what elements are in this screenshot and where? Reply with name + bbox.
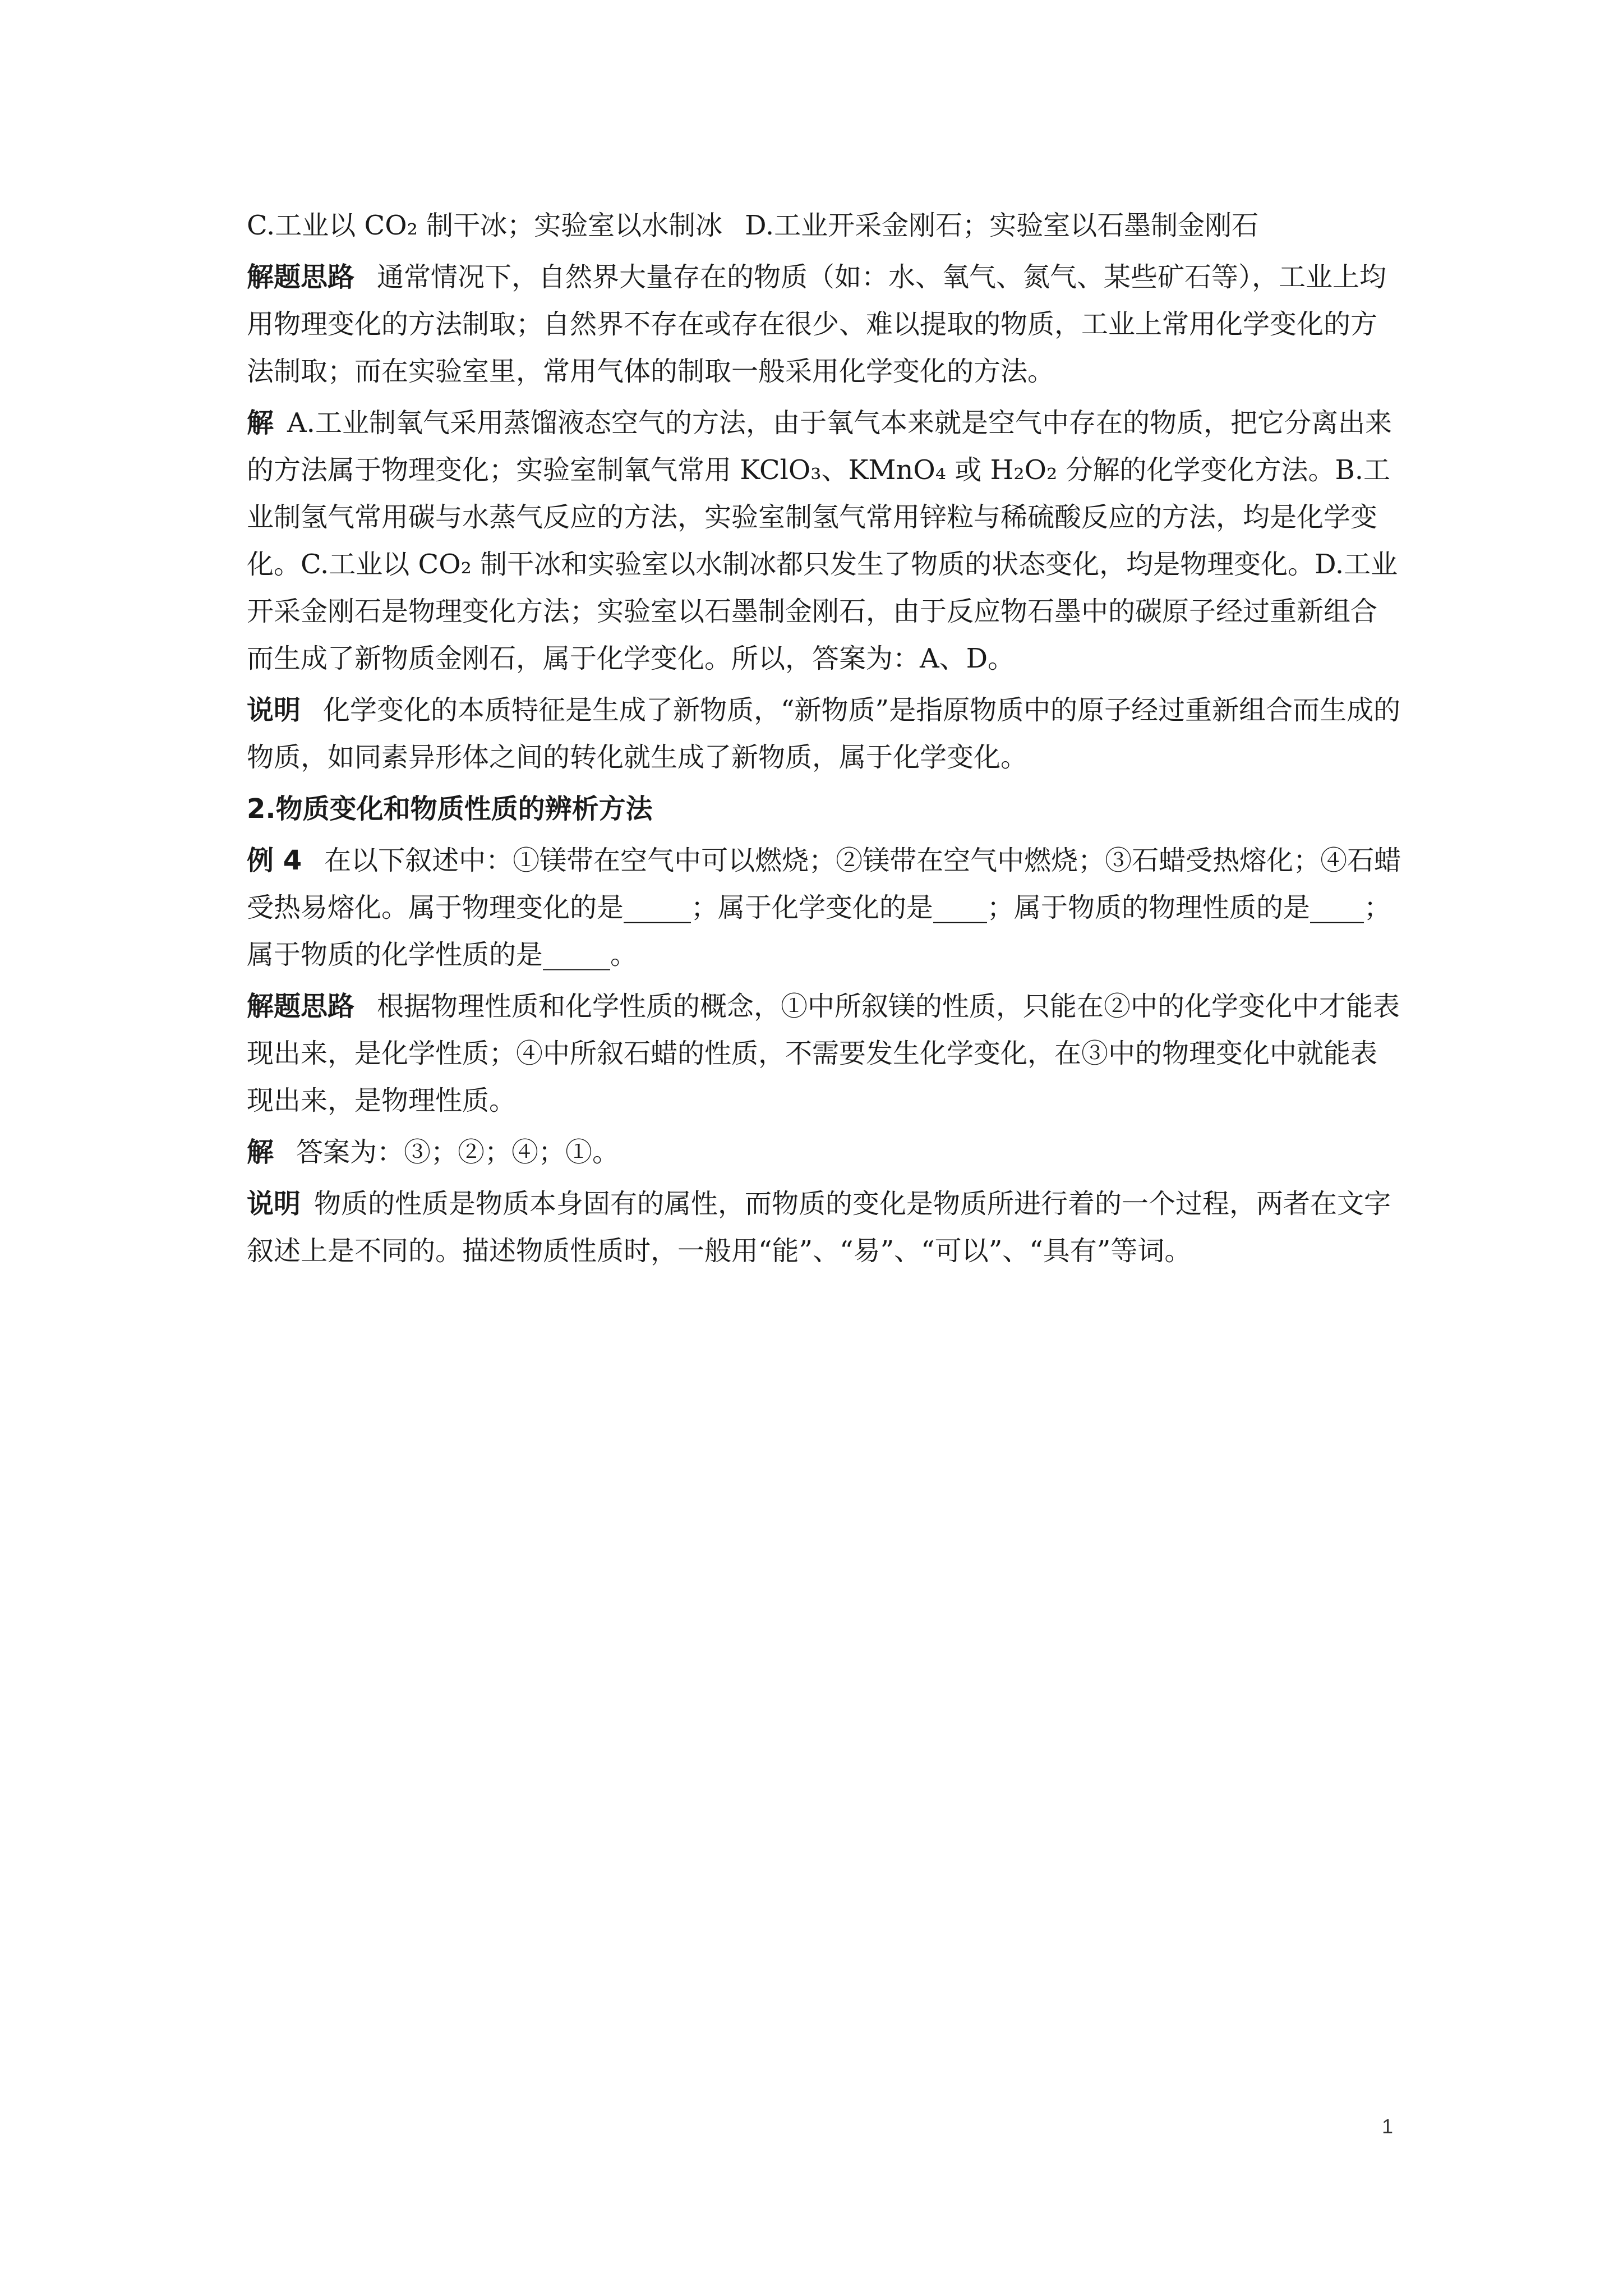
note-2-text: 物质的性质是物质本身固有的属性，而物质的变化是物质所进行着的一个过程，两者在文字叙述上是不同的。描述物质性质时，一般用“能”、“易”、“可以”、“具有”等词。	[247, 1188, 1391, 1267]
options-c-d-line	[247, 202, 1402, 249]
solution-text: A.工业制氧气采用蒸馏液态空气的方法，由于氧气本来就是空气中存在的物质，把它分离出来的方法属于物理变化；实验室制氧气常用 KClO₃、KMnO₄ 或 H₂O₂ 分解的化学变化方法。B.工业制氢气常用碳与水蒸气反应的方法，实验室制氢气常用锌粒与稀硫酸反应的方法，均是化学变化。C.工业以 CO₂ 制干冰和实验室以水制冰都只发生了物质的状态变化，均是物理变化。D.工业开采金刚石是物理变化方法；实验室以石墨制金刚石，由于反应物石墨中的碳原子经过重新组合而生成了新物质金刚石，属于化学变化。所以，答案为：A、D。	[247, 407, 1398, 674]
solution-2-paragraph	[247, 1129, 1402, 1176]
solution-approach-paragraph	[247, 254, 1402, 395]
option-d: D.工业开采金刚石；实验室以石墨制金刚石	[745, 210, 1259, 241]
solution-approach-2-paragraph	[247, 983, 1402, 1124]
solution-approach-2-text: 根据物理性质和化学性质的概念，①中所叙镁的性质，只能在②中的化学变化中才能表现出来，是化学性质；④中所叙石蜡的性质，不需要发生化学变化，在③中的物理变化中就能表现出来，是物理性质。	[247, 991, 1400, 1116]
solution-label: 解	[247, 407, 274, 439]
note-label: 说明	[247, 694, 301, 726]
example-4-paragraph	[247, 837, 1402, 978]
option-c: C.工业以 CO₂ 制干冰；实验室以水制冰	[247, 210, 723, 241]
note-2-paragraph	[247, 1180, 1402, 1274]
solution-2-text: 答案为：③；②；④；①。	[296, 1137, 620, 1168]
solution-2-label: 解	[247, 1137, 274, 1168]
example-4-text: 在以下叙述中：①镁带在空气中可以燃烧；②镁带在空气中燃烧；③石蜡受热熔化；④石蜡受热易熔化。属于物理变化的是_____；属于化学变化的是____；属于物质的物理性质的是____；属于物质的化学性质的是_____。	[247, 845, 1401, 970]
solution-approach-text: 通常情况下，自然界大量存在的物质（如：水、氧气、氮气、某些矿石等），工业上均用物理变化的方法制取；自然界不存在或存在很少、难以提取的物质，工业上常用化学变化的方法制取；而在实验室里，常用气体的制取一般采用化学变化的方法。	[247, 261, 1387, 387]
solution-approach-2-label: 解题思路	[247, 991, 355, 1022]
note-paragraph	[247, 687, 1402, 781]
page-number: 1	[1381, 2115, 1393, 2138]
solution-approach-label: 解题思路	[247, 261, 355, 293]
solution-paragraph	[247, 399, 1402, 682]
note-text: 化学变化的本质特征是生成了新物质，“新物质”是指原物质中的原子经过重新组合而生成的物质，如同素异形体之间的转化就生成了新物质，属于化学变化。	[247, 694, 1401, 773]
section-heading: 2.物质变化和物质性质的辨析方法	[247, 793, 653, 825]
document-page	[247, 202, 1402, 1279]
example-4-label: 例 4	[247, 845, 302, 876]
note-2-label: 说明	[247, 1188, 301, 1220]
